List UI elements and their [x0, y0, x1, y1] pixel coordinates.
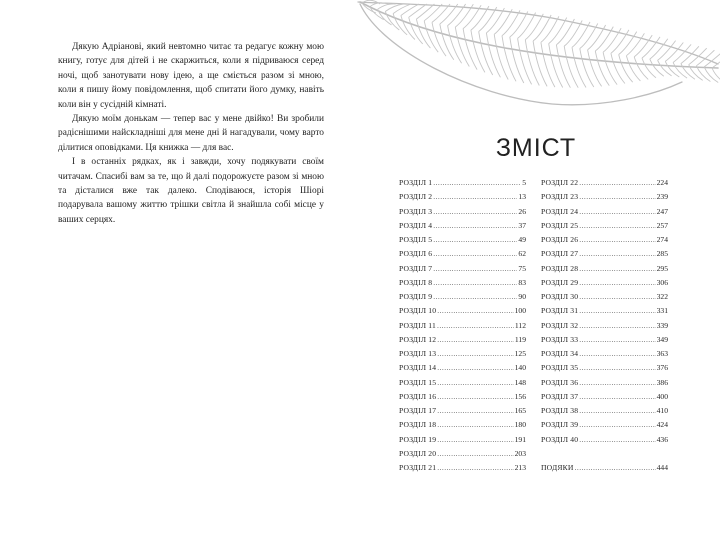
- toc-entry-label: РОЗДІЛ 10: [399, 306, 437, 316]
- toc-entry-page: 49: [518, 235, 526, 244]
- paragraph: Дякую Адріанові, який невтомно читає та редагує кожну мою книгу, готує для дітей і не скаржиться, коли я підриваюся серед ночі, щоб занотувати нову ідею, а ще сміється разом зі мною, коли я пишу йому повідомлення, щоб спитати його думку, навіть коли він у сусідній кімнаті.: [58, 42, 324, 110]
- toc-entry-page: 148: [514, 377, 526, 387]
- toc-entry-page: 83: [518, 277, 526, 287]
- toc-leader-dots: [437, 406, 513, 415]
- toc-entry-label: РОЗДІЛ 24: [541, 206, 579, 216]
- toc-entry: [399, 321, 526, 335]
- toc-entry: [399, 449, 526, 463]
- toc-entry-page: 203: [514, 448, 526, 458]
- toc-leader-dots: [433, 264, 517, 273]
- toc-entry-page: 112: [514, 320, 526, 330]
- toc-entry-page: 274: [656, 235, 668, 244]
- toc-entry-label: РОЗДІЛ 33: [541, 334, 579, 344]
- toc-leader-dots: [437, 420, 513, 429]
- toc-entry: [399, 264, 526, 278]
- toc-entry: [541, 207, 668, 221]
- toc-leader-dots: [579, 235, 655, 244]
- toc-entry-label: РОЗДІЛ 18: [399, 420, 437, 430]
- toc-leader-dots: [579, 207, 655, 216]
- toc-entry-page: 191: [514, 434, 526, 444]
- toc-entry-label: РОЗДІЛ 40: [541, 434, 579, 444]
- toc-leader-dots: [579, 192, 655, 201]
- toc-entry-page: 400: [656, 391, 668, 401]
- toc-entry-label: РОЗДІЛ 1: [399, 178, 433, 187]
- toc-entry-label: РОЗДІЛ 20: [399, 448, 437, 458]
- toc-entry: [541, 178, 668, 192]
- toc-entry-page: 224: [656, 178, 668, 187]
- toc-leader-dots: [437, 349, 513, 358]
- toc-leader-dots: [433, 221, 517, 230]
- toc-entry: [399, 306, 526, 320]
- toc-leader-dots: [579, 178, 655, 187]
- toc-entry: [399, 178, 526, 192]
- toc-leader-dots: [579, 349, 655, 358]
- toc-entry-label: РОЗДІЛ 35: [541, 363, 579, 373]
- toc-leader-dots: [437, 449, 513, 458]
- paragraph: І в останніх рядках, як і завжди, хочу подякувати своїм читачам. Спасибі вам за те, що й далі подорожуєте разом зі мною та дісталися вже так далеко. Сподіваюся, історія Шіорі подарувала вашому життю трішки світла й знайшла собі місце у ваших серцях.: [58, 157, 324, 225]
- toc-leader-dots: [579, 420, 655, 429]
- paragraph: Дякую моїм донькам — тепер вас у мене двійко! Ви зробили радіснішими найскладніші для мене дні й нагадували, чому варто ділитися оповідками. Ця книжка — для вас.: [58, 114, 324, 153]
- toc-title: ЗМІСТ: [495, 134, 577, 162]
- toc-entry-page: 5: [522, 178, 526, 187]
- toc-leader-dots: [433, 207, 517, 216]
- toc-leader-dots: [437, 321, 514, 330]
- toc-entry-label: РОЗДІЛ 2: [399, 192, 433, 202]
- toc-entry-label: РОЗДІЛ 30: [541, 292, 579, 301]
- toc-entry: [399, 392, 526, 406]
- toc-entry: [399, 406, 526, 420]
- toc-entry: [541, 378, 668, 392]
- toc-entry-page: 180: [514, 420, 526, 430]
- toc-leader-dots: [433, 235, 517, 244]
- toc-entry: [541, 321, 668, 335]
- toc-entry: [399, 435, 526, 449]
- toc-entry-label: РОЗДІЛ 26: [541, 235, 579, 244]
- toc-leader-dots: [579, 249, 655, 258]
- toc-entry-label: РОЗДІЛ 11: [399, 320, 437, 330]
- toc-entry-page: 156: [514, 391, 526, 401]
- toc-entry-page: 424: [656, 420, 668, 430]
- toc-leader-dots: [433, 278, 517, 287]
- toc-entry-page: 140: [514, 363, 526, 373]
- toc-entry-label: РОЗДІЛ 31: [541, 306, 579, 316]
- toc-entry: [399, 349, 526, 363]
- toc-entry: [399, 420, 526, 434]
- toc-entry-label: РОЗДІЛ 32: [541, 320, 579, 330]
- toc-leader-dots: [579, 378, 655, 387]
- toc-leader-dots: [437, 435, 513, 444]
- toc-entry-label: РОЗДІЛ 28: [541, 263, 579, 273]
- toc-entry-page: 26: [518, 206, 526, 216]
- toc-entry-page: 100: [514, 306, 526, 316]
- toc-entry-page: 339: [656, 320, 668, 330]
- toc-leader-dots: [437, 378, 513, 387]
- toc-right-column: [541, 178, 668, 477]
- toc-entry: [541, 292, 668, 306]
- toc-entry-page: 322: [656, 292, 668, 301]
- toc-entry-page: 331: [656, 306, 668, 316]
- toc-entry: [541, 192, 668, 206]
- toc-entry-label: РОЗДІЛ 19: [399, 434, 437, 444]
- toc-leader-dots: [433, 249, 517, 258]
- toc-entry-label: РОЗДІЛ 15: [399, 377, 437, 387]
- toc-entry: [541, 463, 668, 477]
- toc-entry-page: 125: [514, 349, 526, 358]
- toc-entry-label: РОЗДІЛ 9: [399, 292, 433, 301]
- toc-entry-label: РОЗДІЛ 22: [541, 178, 579, 187]
- toc-entry-page: 444: [656, 463, 668, 472]
- toc-entry: [541, 306, 668, 320]
- toc-entry-page: 37: [518, 220, 526, 230]
- toc-leader-dots: [579, 335, 655, 344]
- toc-entry: [541, 235, 668, 249]
- toc-entry: [541, 264, 668, 278]
- toc-leader-dots: [437, 335, 514, 344]
- toc-entry-label: РОЗДІЛ 17: [399, 406, 437, 415]
- toc-entry: [399, 192, 526, 206]
- toc-leader-dots: [579, 321, 655, 330]
- toc-entry-label: РОЗДІЛ 8: [399, 277, 433, 287]
- toc-entry-page: 13: [518, 192, 526, 202]
- toc-leader-dots: [579, 306, 655, 315]
- toc-entry: [399, 249, 526, 263]
- toc-entry-label: РОЗДІЛ 21: [399, 463, 437, 472]
- toc-entry: [541, 435, 668, 449]
- toc-entry-label: РОЗДІЛ 27: [541, 249, 579, 259]
- toc-entry: [399, 463, 526, 477]
- toc-entry-label: РОЗДІЛ 39: [541, 420, 579, 430]
- toc-entry: [541, 349, 668, 363]
- toc-entry: [541, 363, 668, 377]
- toc-entry-label: РОЗДІЛ 7: [399, 263, 433, 273]
- toc-entry: [399, 235, 526, 249]
- toc-entry-label: РОЗДІЛ 23: [541, 192, 579, 202]
- toc-entry-page: 257: [656, 220, 668, 230]
- toc-leader-dots: [575, 463, 656, 472]
- toc-entry-label: РОЗДІЛ 16: [399, 391, 437, 401]
- toc-entry: [541, 249, 668, 263]
- toc-entry-page: 436: [656, 434, 668, 444]
- toc-leader-dots: [579, 435, 655, 444]
- toc-leader-dots: [579, 406, 655, 415]
- toc-leader-dots: [579, 392, 655, 401]
- toc-entry-label: РОЗДІЛ 37: [541, 391, 579, 401]
- toc-entry-label: РОЗДІЛ 38: [541, 406, 579, 415]
- toc-entry-page: 363: [656, 349, 668, 358]
- toc-leader-dots: [433, 178, 521, 187]
- toc-entry-label: РОЗДІЛ 4: [399, 220, 433, 230]
- toc-entry-page: 349: [656, 334, 668, 344]
- toc-entry-page: 165: [514, 406, 526, 415]
- toc-entry-label: РОЗДІЛ 6: [399, 249, 433, 259]
- toc-entry-page: 386: [656, 377, 668, 387]
- toc-leader-dots: [437, 463, 513, 472]
- toc-entry-page: 295: [656, 263, 668, 273]
- toc-entry: [541, 221, 668, 235]
- toc-leader-dots: [433, 292, 517, 301]
- toc-entry-label: РОЗДІЛ 34: [541, 349, 579, 358]
- toc-entry-page: 75: [518, 263, 526, 273]
- toc-entry-label: РОЗДІЛ 25: [541, 220, 579, 230]
- toc-leader-dots: [433, 192, 517, 201]
- toc-entry-label: РОЗДІЛ 12: [399, 334, 437, 344]
- toc-leader-dots: [579, 363, 655, 372]
- toc-leader-dots: [437, 363, 513, 372]
- toc-entry-label: РОЗДІЛ 13: [399, 349, 437, 358]
- toc-entry: [399, 278, 526, 292]
- toc-entry: [399, 207, 526, 221]
- toc-entry: [399, 221, 526, 235]
- toc-entry: [541, 420, 668, 434]
- toc-entry-page: 119: [514, 334, 526, 344]
- feather-illustration: [352, 0, 720, 120]
- toc-left-column: [399, 178, 526, 477]
- toc-entry-label: ПОДЯКИ: [541, 463, 574, 472]
- toc-leader-dots: [437, 392, 513, 401]
- toc-entry: [399, 378, 526, 392]
- toc-leader-dots: [579, 278, 655, 287]
- toc-entry-page: 239: [656, 192, 668, 202]
- toc-entry-label: РОЗДІЛ 29: [541, 277, 579, 287]
- toc-entry-label: РОЗДІЛ 14: [399, 363, 437, 373]
- toc-leader-dots: [579, 264, 655, 273]
- toc-leader-dots: [579, 292, 655, 301]
- toc-entry-page: 90: [518, 292, 526, 301]
- acknowledgements-text: [58, 40, 324, 227]
- toc-entry-page: 62: [518, 249, 526, 259]
- toc-entry-page: 247: [656, 206, 668, 216]
- toc-entry: [399, 363, 526, 377]
- toc-spacer: [541, 449, 668, 463]
- toc-entry-page: 410: [656, 406, 668, 415]
- toc-entry: [541, 278, 668, 292]
- toc-entry: [541, 335, 668, 349]
- toc-entry: [541, 406, 668, 420]
- toc-entry-page: 306: [656, 277, 668, 287]
- toc-entry-page: 213: [514, 463, 526, 472]
- toc-entry-page: 285: [656, 249, 668, 259]
- toc-entry-label: РОЗДІЛ 5: [399, 235, 433, 244]
- toc-entry-label: РОЗДІЛ 36: [541, 377, 579, 387]
- toc-leader-dots: [579, 221, 655, 230]
- toc-entry-page: 376: [656, 363, 668, 373]
- toc-entry: [399, 335, 526, 349]
- toc-entry: [541, 392, 668, 406]
- toc-leader-dots: [437, 306, 513, 315]
- toc-entry: [399, 292, 526, 306]
- toc-entry-label: РОЗДІЛ 3: [399, 206, 433, 216]
